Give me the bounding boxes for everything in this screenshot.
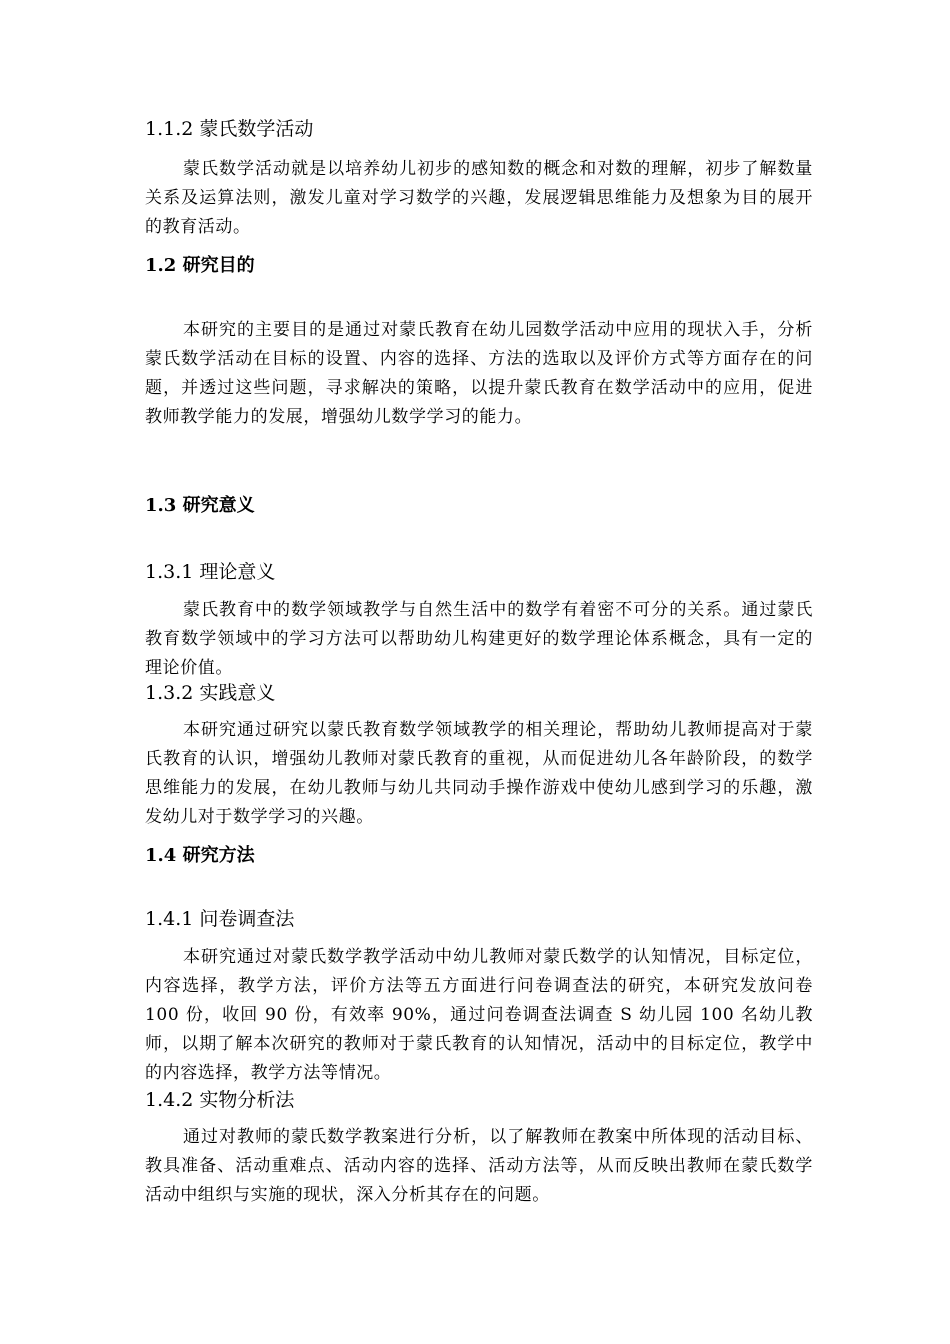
section-heading-1-1-2: 1.1.2 蒙氏数学活动	[145, 118, 314, 140]
section-body-1-4-1: 本研究通过对蒙氏数学教学活动中幼儿教师对蒙氏数学的认知情况，目标定位，内容选择，教学方法，评价方法等五方面进行问卷调查法的研究，本研究发放问卷 100 份，收回 90 份，有效率 90%，通过问卷调查法调查 S 幼儿园 100 名幼儿教师，以期了解本次研究的教师对于蒙氏教育的认知情况，活动中的目标定位，教学中的内容选择，教学方法等情况。	[145, 947, 813, 1083]
section-body-1-2: 本研究的主要目的是通过对蒙氏教育在幼儿园数学活动中应用的现状入手，分析蒙氏数学活动在目标的设置、内容的选择、方法的选取以及评价方式等方面存在的问题，并透过这些问题，寻求解决的策略，以提升蒙氏教育在数学活动中的应用，促进教师教学能力的发展，增强幼儿数学学习的能力。	[145, 320, 813, 427]
section-heading-1-4: 1.4 研究方法	[145, 845, 255, 866]
section-body-1-3-1: 蒙氏教育中的数学领域教学与自然生活中的数学有着密不可分的关系。通过蒙氏教育数学领域中的学习方法可以帮助幼儿构建更好的数学理论体系概念，具有一定的理论价值。	[145, 600, 813, 678]
section-heading-1-3-1: 1.3.1 理论意义	[145, 561, 276, 583]
section-body-1-1-2: 蒙氏数学活动就是以培养幼儿初步的感知数的概念和对数的理解，初步了解数量关系及运算法则，激发儿童对学习数学的兴趣，发展逻辑思维能力及想象为目的展开的教育活动。	[145, 159, 813, 237]
section-heading-1-4-2: 1.4.2 实物分析法	[145, 1089, 295, 1111]
section-heading-1-4-1: 1.4.1 问卷调查法	[145, 908, 295, 930]
section-body-1-3-2: 本研究通过研究以蒙氏教育数学领域教学的相关理论，帮助幼儿教师提高对于蒙氏教育的认识，增强幼儿教师对蒙氏教育的重视，从而促进幼儿各年龄阶段，的数学思维能力的发展，在幼儿教师与幼儿共同动手操作游戏中使幼儿感到学习的乐趣，激发幼儿对于数学学习的兴趣。	[145, 720, 813, 827]
section-heading-1-3-2: 1.3.2 实践意义	[145, 682, 276, 704]
section-heading-1-2: 1.2 研究目的	[145, 255, 255, 276]
section-body-1-4-2: 通过对教师的蒙氏数学教案进行分析，以了解教师在教案中所体现的活动目标、教具准备、活动重难点、活动内容的选择、活动方法等，从而反映出教师在蒙氏数学活动中组织与实施的现状，深入分析其存在的问题。	[145, 1127, 813, 1205]
section-heading-1-3: 1.3 研究意义	[145, 495, 255, 516]
